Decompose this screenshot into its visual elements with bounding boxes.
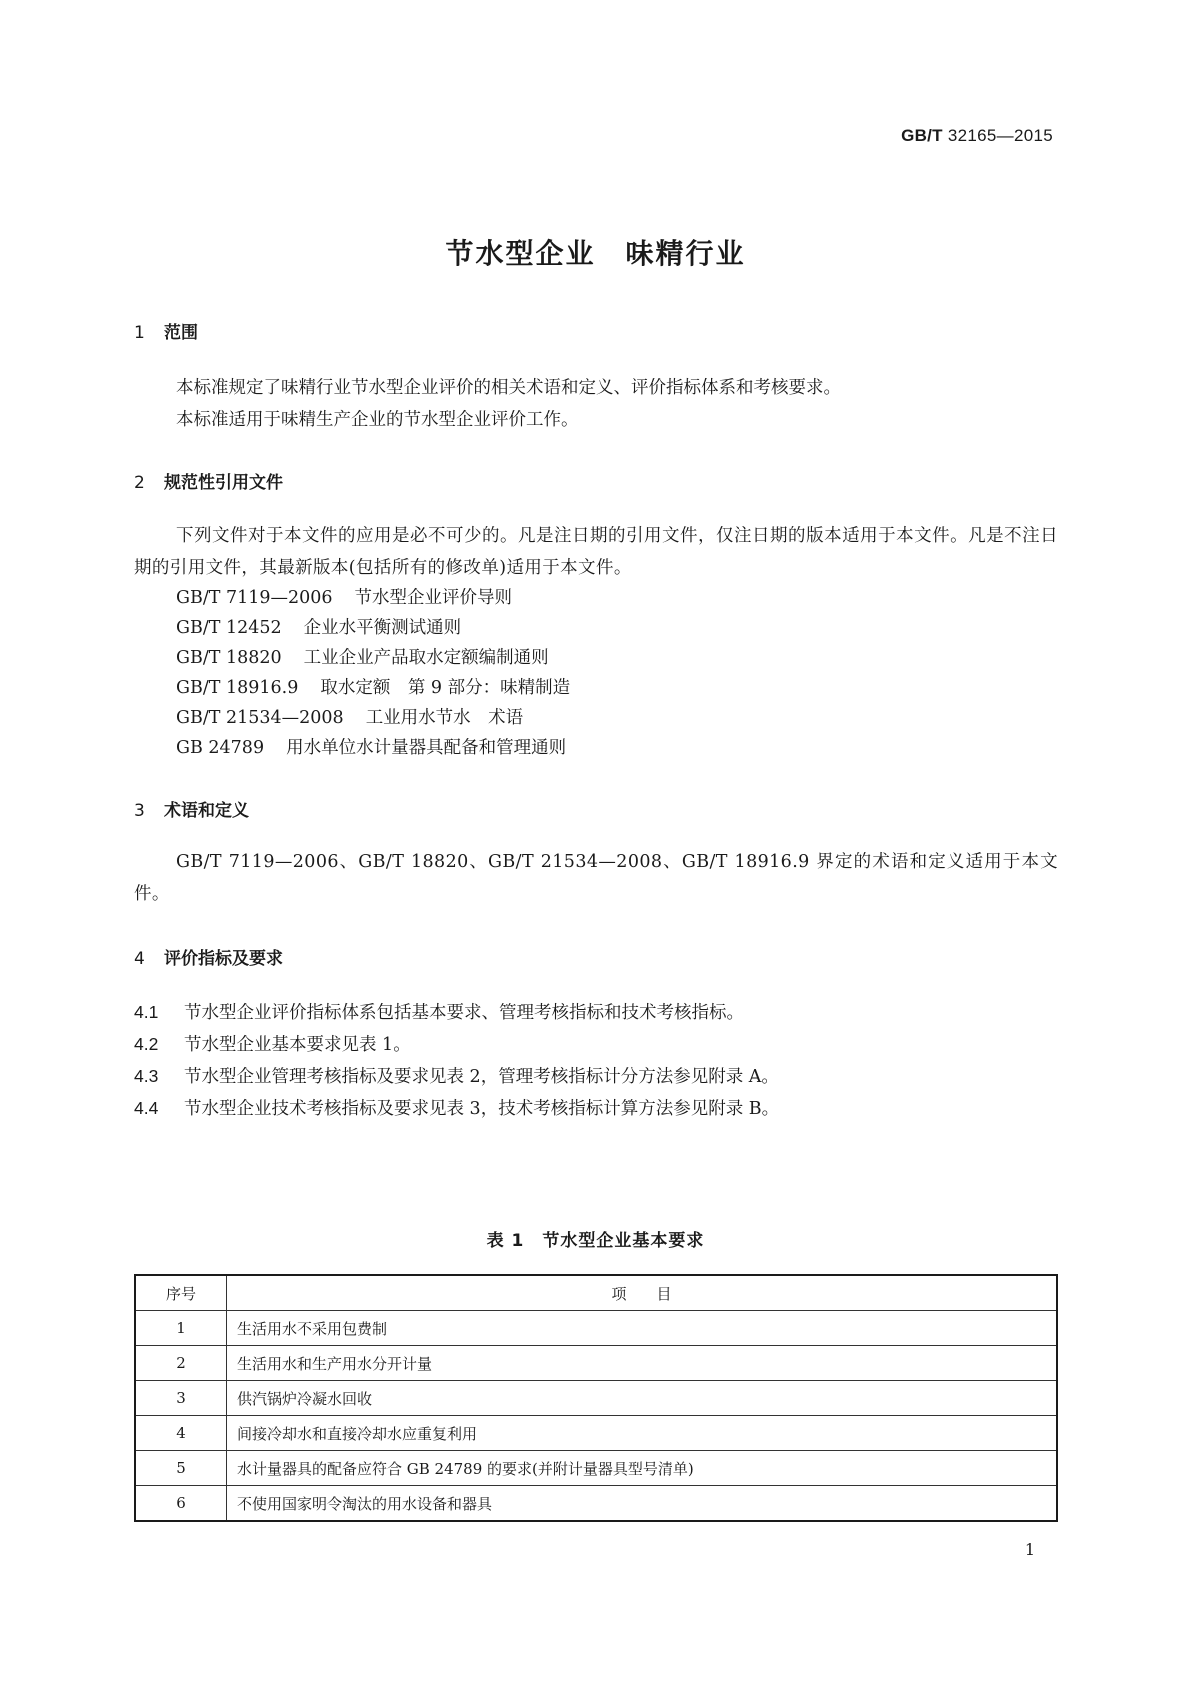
reference-code: GB/T 18916.9 [176, 678, 299, 698]
row-seq: 6 [135, 1486, 227, 1522]
reference-title: 工业企业产品取水定额编制通则 [303, 648, 549, 668]
standard-prefix: GB/T [901, 126, 943, 145]
section-title: 评价指标及要求 [164, 949, 283, 969]
row-seq: 4 [135, 1416, 227, 1451]
clause-text: 节水型企业管理考核指标及要求见表 2，管理考核指标计分方法参见附录 A。 [184, 1067, 779, 1087]
table-row [135, 1381, 1057, 1416]
table-row [135, 1346, 1057, 1381]
table-1-caption: 表 1 节水型企业基本要求 [486, 1231, 705, 1251]
reference-item [176, 612, 461, 644]
document-title: 节水型企业 味精行业 [445, 237, 746, 270]
clause-text: 节水型企业技术考核指标及要求见表 3，技术考核指标计算方法参见附录 B。 [184, 1099, 780, 1119]
row-seq: 3 [135, 1381, 227, 1416]
clause-4-2 [134, 1028, 411, 1061]
row-item: 不使用国家明令淘汰的用水设备和器具 [227, 1486, 1058, 1522]
page-number: 1 [1024, 1540, 1035, 1559]
reference-item [176, 642, 549, 674]
row-item: 供汽锅炉冷凝水回收 [227, 1381, 1058, 1416]
row-item: 水计量器具的配备应符合 GB 24789 的要求(并附计量器具型号清单) [227, 1451, 1058, 1486]
clause-4-4 [134, 1092, 779, 1125]
scope-line-2: 本标准适用于味精生产企业的节水型企业评价工作。 [176, 410, 579, 430]
reference-code: GB/T 12452 [176, 618, 282, 638]
reference-title: 用水单位水计量器具配备和管理通则 [286, 738, 567, 758]
clause-4-1 [134, 996, 744, 1029]
section-4-heading [134, 944, 283, 969]
reference-title: 企业水平衡测试通则 [303, 618, 462, 638]
clause-number: 4.2 [134, 1034, 159, 1054]
section-number: 1 [134, 323, 145, 343]
reference-code: GB/T 21534—2008 [176, 708, 344, 728]
clause-number: 4.3 [134, 1066, 159, 1086]
clause-text: 节水型企业评价指标体系包括基本要求、管理考核指标和技术考核指标。 [184, 1003, 744, 1023]
reference-item [176, 672, 570, 704]
reference-item [176, 732, 566, 764]
section-3-heading [134, 796, 249, 821]
table-row [135, 1416, 1057, 1451]
row-item: 间接冷却水和直接冷却水应重复利用 [227, 1416, 1058, 1451]
scope-line-1: 本标准规定了味精行业节水型企业评价的相关术语和定义、评价指标体系和考核要求。 [176, 378, 841, 398]
section-number: 4 [134, 949, 145, 969]
reference-title: 工业用水节水 术语 [365, 708, 524, 728]
clause-4-3 [134, 1060, 779, 1093]
row-item: 生活用水和生产用水分开计量 [227, 1346, 1058, 1381]
table-row [135, 1311, 1057, 1346]
clause-text: 节水型企业基本要求见表 1。 [184, 1035, 411, 1055]
normative-refs-intro: 下列文件对于本文件的应用是必不可少的。凡是注日期的引用文件，仅注日期的版本适用于本文件。凡是不注日期的引用文件，其最新版本(包括所有的修改单)适用于本文件。 [134, 526, 1058, 578]
standard-code: 32165—2015 [947, 126, 1053, 145]
reference-code: GB 24789 [176, 738, 265, 758]
section-title: 术语和定义 [164, 801, 249, 821]
section-title: 规范性引用文件 [164, 473, 283, 493]
section-number: 2 [134, 473, 145, 493]
table-header-row [135, 1275, 1057, 1311]
reference-code: GB/T 18820 [176, 648, 282, 668]
section-number: 3 [134, 801, 145, 821]
reference-title: 节水型企业评价导则 [354, 588, 513, 608]
terms-definitions-text: GB/T 7119—2006、GB/T 18820、GB/T 21534—2008、GB/T 18916.9 界定的术语和定义适用于本文件。 [134, 852, 1058, 904]
table-row [135, 1451, 1057, 1486]
table-row [135, 1486, 1057, 1522]
reference-item [176, 702, 523, 734]
section-title: 范围 [164, 323, 198, 343]
clause-number: 4.4 [134, 1098, 159, 1118]
section-2-heading [134, 468, 283, 493]
header-seq: 序号 [135, 1275, 227, 1311]
clause-number: 4.1 [134, 1002, 159, 1022]
reference-title: 取水定额 第 9 部分：味精制造 [320, 678, 571, 698]
row-seq: 1 [135, 1311, 227, 1346]
reference-code: GB/T 7119—2006 [176, 588, 333, 608]
basic-requirements-table [134, 1274, 1058, 1522]
section-1-heading [134, 318, 198, 343]
reference-item [176, 582, 512, 614]
row-seq: 2 [135, 1346, 227, 1381]
row-item: 生活用水不采用包费制 [227, 1311, 1058, 1346]
header-item: 项 目 [227, 1275, 1058, 1311]
standard-number [901, 126, 1053, 146]
row-seq: 5 [135, 1451, 227, 1486]
